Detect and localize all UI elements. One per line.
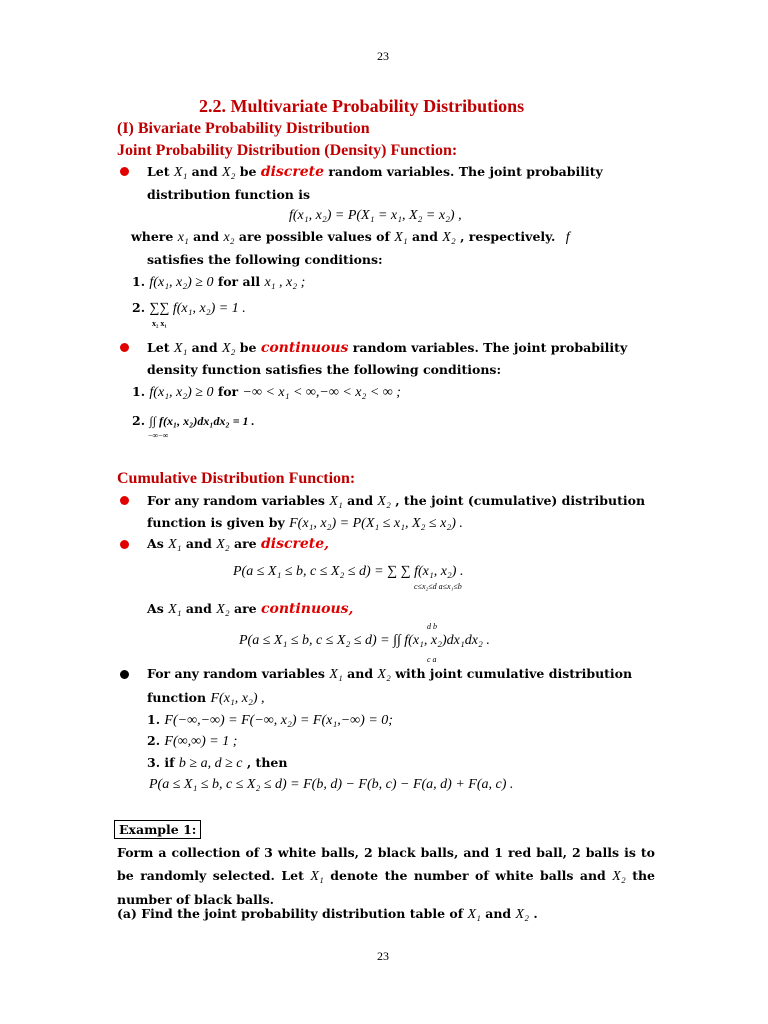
continuous-line1: Let X₁ and X₂ be continuous random variables. The joint probability [147,340,628,356]
example-label: Example 1: [114,820,201,839]
continuous-probability-formula: P(a ≤ X₁ ≤ b, c ≤ X₂ ≤ d) = ∫∫ f(x₁, x₂)dx₁dx₂ . [239,633,490,648]
bullet-continuous [120,343,129,352]
prop-1: 1. F(−∞,−∞) = F(−∞, x₂) = F(x₁,−∞) = 0; [147,712,393,728]
discrete-line2: distribution function is [147,187,311,202]
continuous-condition-1: 1. f(x₁, x₂) ≥ 0 for −∞ < x₁ < ∞,−∞ < x₂ < ∞ ; [132,384,401,400]
discrete-keyword-2: discrete, [260,536,330,552]
discrete-line1: Let X₁ and X₂ be discrete random variables. The joint probability [147,164,603,180]
satisfies-line: satisfies the following conditions: [147,252,383,267]
prop-3-formula: P(a ≤ X₁ ≤ b, c ≤ X₂ ≤ d) = F(b, d) − F(b, c) − F(a, d) + F(a, c) . [149,777,514,792]
integral-upper-limits: d b [427,622,437,631]
joint-heading: Joint Probability Distribution (Density) Function: [117,142,458,159]
continuous-line2: density function satisfies the following conditions: [147,362,502,377]
bullet-properties [120,670,129,679]
cdf-heading: Cumulative Distribution Function: [117,470,356,487]
subsection-title: (I) Bivariate Probability Distribution [117,120,370,137]
cdf-line2: function is given by F(x₁, x₂) = P(X₁ ≤ x₁, X₂ ≤ x₂) . [147,515,463,531]
page-number-top: 23 [377,49,389,63]
continuous-condition-2: 2. ∫∫ f(x₁, x₂)dx₁dx₂ = 1 . [132,413,255,428]
example-question-a: (a) Find the joint probability distribution table of X₁ and X₂ . [117,906,538,922]
bullet-discrete [120,167,129,176]
discrete-probability-formula: P(a ≤ X₁ ≤ b, c ≤ X₂ ≤ d) = ∑ ∑ f(x₁, x₂) . [233,564,464,579]
discrete-sum-intro: As X₁ and X₂ are discrete, [147,536,330,552]
integral-lower-limits-2: c a [427,655,437,664]
continuous-keyword: continuous [260,340,349,356]
props-line1: For any random variables X₁ and X₂ with joint cumulative distribution [147,666,633,682]
props-line2: function F(x₁, x₂) , [147,690,265,706]
discrete-keyword: discrete [260,164,324,180]
cdf-line1: For any random variables X₁ and X₂ , the joint (cumulative) distribution [147,493,646,509]
bullet-cdf [120,496,129,505]
example-body: Form a collection of 3 white balls, 2 black balls, and 1 red ball, 2 balls is to be randomly selected. Let X₁ denote the number of white balls and X₂ the number of black balls. [117,845,656,907]
discrete-condition-1: 1. f(x₁, x₂) ≥ 0 for all x₁ , x₂ ; [132,274,306,290]
discrete-sum-limits: c≤x₂≤d a≤x₁≤b [414,582,462,591]
joint-pmf-formula: f(x₁, x₂) = P(X₁ = x₁, X₂ = x₂) , [289,208,462,223]
integral-lower-limits: −∞−∞ [148,431,169,440]
prop-2: 2. F(∞,∞) = 1 ; [147,733,238,749]
bullet-discrete-sum [120,540,129,549]
page-number-bottom: 23 [377,949,389,963]
section-title: 2.2. Multivariate Probability Distributions [199,96,525,116]
discrete-condition-2: 2. ∑∑ f(x₁, x₂) = 1 . [132,300,246,316]
prop-3: 3. if b ≥ a, d ≥ c , then [147,755,288,771]
continuous-int-intro: As X₁ and X₂ are continuous, [147,601,354,617]
continuous-keyword-2: continuous, [260,601,354,617]
discrete-sum-subscripts: x₂ x₁ [152,319,167,328]
where-line: where x₁ and x₂ are possible values of X₁ and X₂ , respectively. f [131,229,570,245]
